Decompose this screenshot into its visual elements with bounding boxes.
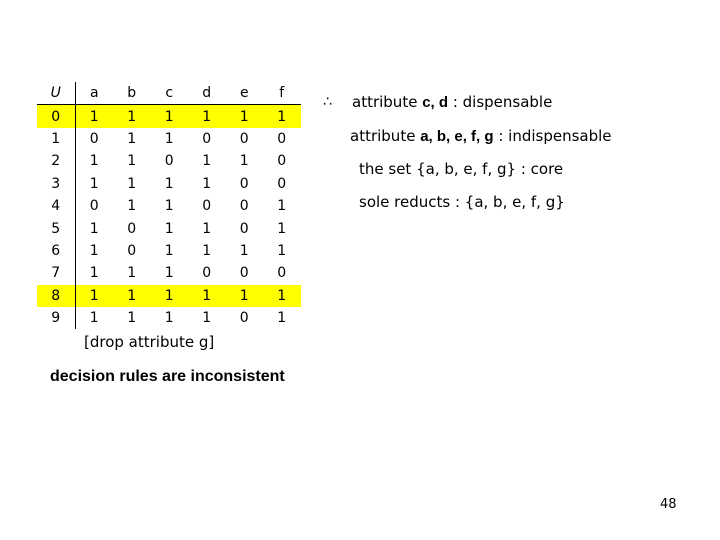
row-object-id: 8 [37,285,75,307]
conclusions [323,86,612,218]
cell-a: 1 [89,265,99,282]
cell-d: 1 [202,310,212,327]
header-u: U [37,82,75,105]
cell-e: 0 [239,265,249,282]
cell-e: 1 [226,285,264,307]
cell-f: 0 [277,265,287,282]
conclusion-dispensable [327,86,612,120]
cell-c: 1 [164,265,174,282]
cell-b: 1 [127,198,137,215]
row-object-id: 3 [37,173,75,195]
conclusion-reducts: sole reducts : {a, b, e, f, g} [359,192,565,211]
conclusion-indispensable [327,120,612,154]
cell-c: 1 [164,175,174,192]
cell-a: 1 [89,220,99,237]
conclusion-core: the set {a, b, e, f, g} : core [359,160,564,178]
cell-e: 1 [239,242,249,259]
cell-c: 1 [164,198,174,215]
table-row [37,195,301,217]
cell-d: 0 [202,265,212,282]
cell-b: 1 [127,153,137,170]
cell-d: 1 [202,242,212,259]
table-row [37,105,301,128]
table-row [37,173,301,195]
cell-c: 0 [164,153,174,170]
cell-c: 1 [151,105,189,128]
page-number: 48 [660,497,677,512]
cell-d: 1 [202,175,212,192]
cell-b: 1 [113,285,151,307]
cell-e: 0 [239,198,249,215]
cell-d: 1 [188,105,226,128]
cell-f: 1 [277,198,287,215]
row-object-id: 6 [37,240,75,262]
cell-e: 0 [239,310,249,327]
cell-a: 0 [89,130,99,147]
cell-b: 1 [127,265,137,282]
cell-f: 1 [263,105,301,128]
indispensable-prefix: attribute [350,126,421,145]
cell-b: 0 [127,220,137,237]
table-header-row [37,82,301,105]
cell-a: 0 [89,198,99,215]
cell-f: 1 [277,242,287,259]
cell-f: 0 [277,130,287,147]
cell-a: 1 [89,175,99,192]
cell-d: 1 [202,153,212,170]
cell-c: 1 [151,285,189,307]
table-row [37,240,301,262]
table-row [37,307,301,329]
indispensable-suffix: : indispensable [493,126,612,145]
table-row [37,128,301,150]
dispensable-suffix: : dispensable [448,93,553,111]
table-row [37,262,301,284]
cell-f: 1 [263,285,301,307]
cell-f: 1 [277,220,287,237]
cell-d: 0 [202,130,212,147]
cell-a: 1 [89,153,99,170]
cell-b: 1 [113,105,151,128]
row-object-id: 4 [37,195,75,217]
row-object-id: 9 [37,307,75,329]
header-b: b [113,82,151,105]
cell-d: 1 [188,285,226,307]
cell-a: 1 [89,242,99,259]
table-row [37,217,301,239]
inconsistent-note: decision rules are inconsistent [50,368,285,385]
cell-c: 1 [164,130,174,147]
row-object-id: 7 [37,262,75,284]
table-row [37,285,301,307]
cell-d: 0 [202,198,212,215]
cell-e: 1 [239,153,249,170]
cell-e: 1 [226,105,264,128]
table-row [37,150,301,172]
cell-f: 0 [277,175,287,192]
cell-e: 0 [239,220,249,237]
cell-b: 1 [127,310,137,327]
row-object-id: 0 [37,105,75,128]
cell-f: 1 [277,310,287,327]
table-body [37,105,301,329]
header-a: a [75,82,113,105]
cell-f: 0 [277,153,287,170]
cell-d: 1 [202,220,212,237]
cell-e: 0 [239,175,249,192]
therefore-symbol: ∴ [323,94,332,110]
indispensable-attributes: a, b, e, f, g [420,127,494,145]
header-c: c [151,82,189,105]
cell-c: 1 [164,242,174,259]
cell-c: 1 [164,310,174,327]
cell-b: 1 [127,130,137,147]
row-object-id: 5 [37,217,75,239]
cell-b: 1 [127,175,137,192]
header-e: e [226,82,264,105]
header-d: d [188,82,226,105]
decision-table [37,82,301,329]
row-object-id: 1 [37,128,75,150]
row-object-id: 2 [37,150,75,172]
cell-c: 1 [164,220,174,237]
dispensable-attributes: c, d [422,94,449,111]
cell-a: 1 [75,285,113,307]
header-f: f [263,82,301,105]
cell-e: 0 [239,130,249,147]
drop-attribute-note: [drop attribute g] [84,333,215,351]
cell-b: 0 [127,242,137,259]
dispensable-prefix: attribute [352,93,423,111]
cell-a: 1 [89,310,99,327]
cell-a: 1 [75,105,113,128]
